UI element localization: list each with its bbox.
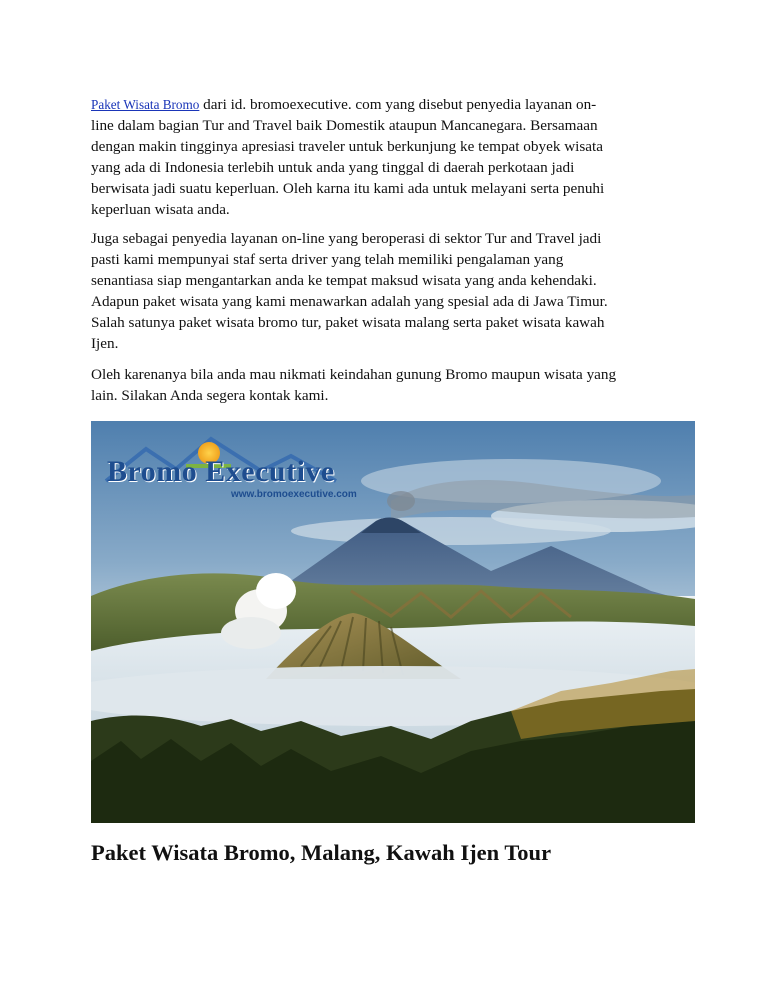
paragraph-line: pasti kami mempunyai staf serta driver yang telah memiliki pengalaman yang — [91, 251, 564, 269]
paragraph-text: dari id. bromoexecutive. com yang disebut penyedia layanan on- — [199, 96, 597, 113]
paragraph-line: Ijen. — [91, 335, 119, 353]
paragraph-line: yang ada di Indonesia terlebih untuk anda yang tinggal di daerah perkotaan jadi — [91, 159, 575, 177]
paragraph-line: line dalam bagian Tur and Travel baik Domestik ataupun Mancanegara. Bersamaan — [91, 117, 598, 135]
paragraph-line — [91, 94, 691, 115]
paragraph-line: Juga sebagai penyedia layanan on-line yang beroperasi di sektor Tur and Travel jadi — [91, 230, 602, 247]
paragraph-line: dengan makin tingginya apresiasi traveler untuk berkunjung ke tempat obyek wisata — [91, 138, 604, 156]
paket-wisata-bromo-link[interactable]: Paket Wisata Bromo — [91, 97, 200, 112]
paragraph-line: Oleh karenanya bila anda mau nikmati keindahan gunung Bromo maupun wisata yang — [91, 366, 617, 383]
logo-text: Bromo Executive — [107, 455, 335, 488]
paragraph-line: Salah satunya paket wisata bromo tur, paket wisata malang serta paket wisata kawah — [91, 314, 605, 332]
intro-paragraph — [91, 94, 691, 221]
paragraph-line: lain. Silakan Anda segera kontak kami. — [91, 387, 329, 405]
logo-url: www.bromoexecutive.com — [231, 489, 357, 500]
services-paragraph — [91, 228, 691, 355]
paragraph-line: Adapun paket wisata yang kami menawarkan adalah yang spesial ada di Jawa Timur. — [91, 293, 608, 311]
paragraph-line: senantiasa siap mengantarkan anda ke tempat maksud wisata yang anda kehendaki. — [91, 272, 597, 290]
bromo-landscape-photo — [91, 421, 695, 823]
paragraph-line: berwisata jadi suatu keperluan. Oleh karna itu kami ada untuk melayani serta penuhi — [91, 180, 605, 198]
section-heading: Paket Wisata Bromo, Malang, Kawah Ijen Tour — [91, 840, 552, 865]
contact-paragraph — [91, 364, 691, 406]
paragraph-line: keperluan wisata anda. — [91, 201, 230, 219]
